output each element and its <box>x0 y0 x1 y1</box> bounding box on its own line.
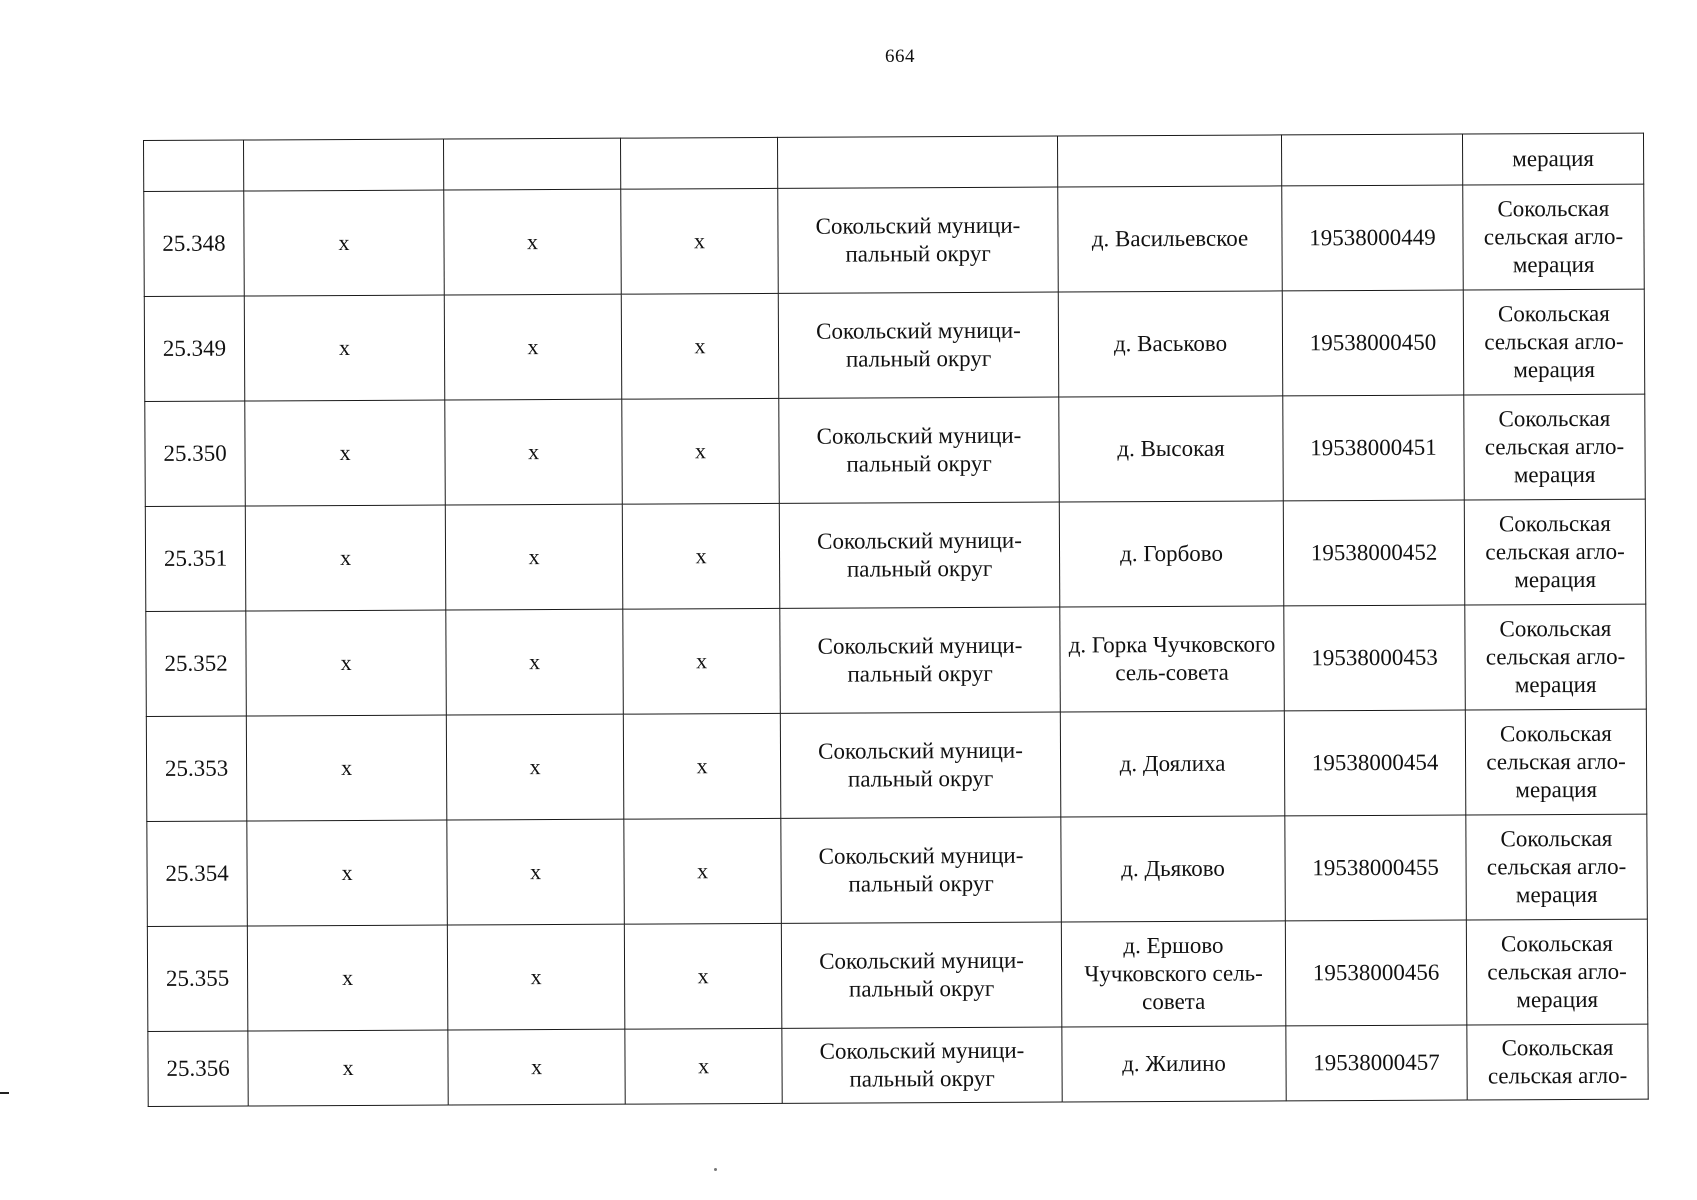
margin-mark <box>0 1092 9 1094</box>
district-cell: Сокольский муници-пальный округ <box>782 1027 1062 1103</box>
settlement-cell: д. Жилино <box>1062 1026 1286 1102</box>
agglomeration-cell: Сокольская сельская агло-мерация <box>1464 499 1646 605</box>
table-cell <box>244 139 444 191</box>
cell-x: x <box>247 820 448 926</box>
cell-x: x <box>444 294 622 400</box>
district-cell: Сокольский муници-пальный округ <box>778 292 1059 398</box>
district-cell: Сокольский муници-пальный округ <box>779 502 1060 608</box>
cell-x: x <box>446 714 624 820</box>
code-cell: 19538000456 <box>1285 920 1467 1026</box>
cell-x: x <box>623 608 781 714</box>
table-row-continuation <box>144 133 1644 191</box>
table-row <box>145 499 1645 611</box>
settlement-cell: д. Ершово Чучковского сель-совета <box>1061 921 1286 1027</box>
table-row <box>147 814 1647 926</box>
settlement-cell: д. Высокая <box>1059 396 1284 502</box>
cell-x: x <box>446 609 624 715</box>
settlement-cell: д. Дьяково <box>1061 816 1286 922</box>
settlement-cell: д. Васильевское <box>1058 186 1283 292</box>
cell-x: x <box>622 503 780 609</box>
cell-x: x <box>621 188 779 294</box>
code-cell: 19538000450 <box>1282 290 1464 396</box>
cell-x: x <box>625 1028 782 1104</box>
agglomeration-cell: Сокольская сельская агло-мерация <box>1463 289 1645 395</box>
district-cell: Сокольский муници-пальный округ <box>781 817 1062 923</box>
settlement-cell: д. Горка Чучковского сель-совета <box>1060 606 1285 712</box>
code-cell: 19538000454 <box>1284 710 1466 816</box>
table-cell <box>443 138 620 190</box>
cell-x: x <box>445 504 623 610</box>
cell-x: x <box>622 398 780 504</box>
agglomeration-cell: Сокольская сельская агло-мерация <box>1464 394 1646 500</box>
cell-x: x <box>624 923 782 1029</box>
row-number: 25.350 <box>145 401 246 506</box>
table-row <box>147 919 1647 1031</box>
row-number: 25.349 <box>144 296 245 401</box>
agglomeration-cell: Сокольская сельская агло-мерация <box>1466 919 1648 1025</box>
code-cell: 19538000452 <box>1283 500 1465 606</box>
table-row <box>148 1024 1648 1106</box>
table-row <box>144 184 1644 296</box>
district-cell: Сокольский муници-пальный округ <box>780 712 1061 818</box>
agglomeration-cell: Сокольская сельская агло-мерация <box>1463 184 1645 290</box>
settlements-table <box>143 133 1649 1107</box>
scan-speck <box>714 1168 717 1171</box>
cell-x: x <box>247 925 448 1031</box>
district-cell: Сокольский муници-пальный округ <box>778 187 1059 293</box>
table-row <box>146 604 1646 716</box>
district-cell: Сокольский муници-пальный округ <box>781 922 1062 1028</box>
cell-x: x <box>248 1030 448 1106</box>
cell-x: x <box>621 293 779 399</box>
agglomeration-cell: Сокольская сельская агло- <box>1467 1024 1648 1100</box>
row-number: 25.354 <box>147 821 248 926</box>
code-cell: 19538000455 <box>1285 815 1467 921</box>
table-cell <box>144 140 244 191</box>
cell-x: x <box>246 715 447 821</box>
settlement-cell: д. Доялиха <box>1060 711 1285 817</box>
agglomeration-cell: Сокольская сельская агло-мерация <box>1466 814 1648 920</box>
cell-x: x <box>447 924 625 1030</box>
row-number: 25.353 <box>146 716 247 821</box>
district-cell: Сокольский муници-пальный округ <box>779 397 1060 503</box>
code-cell: 19538000449 <box>1282 185 1464 291</box>
row-number: 25.356 <box>148 1031 248 1106</box>
table-cell: мерация <box>1462 133 1643 185</box>
cell-x: x <box>624 818 782 924</box>
table-row <box>146 709 1646 821</box>
cell-x: x <box>244 295 445 401</box>
row-number: 25.352 <box>146 611 247 716</box>
agglomeration-cell: Сокольская сельская агло-мерация <box>1465 709 1647 815</box>
cell-x: x <box>447 819 625 925</box>
code-cell: 19538000457 <box>1286 1025 1467 1101</box>
settlement-cell: д. Васьково <box>1058 291 1283 397</box>
cell-x: x <box>245 400 446 506</box>
table-row <box>144 289 1644 401</box>
cell-x: x <box>445 399 623 505</box>
row-number: 25.351 <box>145 506 246 611</box>
table-cell <box>620 137 777 189</box>
row-number: 25.355 <box>147 926 248 1031</box>
row-number: 25.348 <box>144 191 245 296</box>
cell-x: x <box>623 713 781 819</box>
table-cell <box>1057 135 1281 187</box>
agglomeration-cell: Сокольская сельская агло-мерация <box>1465 604 1647 710</box>
settlement-cell: д. Горбово <box>1059 501 1284 607</box>
cell-x: x <box>448 1029 625 1105</box>
cell-x: x <box>246 610 447 716</box>
table-cell <box>777 136 1057 188</box>
table-body <box>144 133 1649 1106</box>
table-cell <box>1281 134 1462 186</box>
page-number: 664 <box>885 46 915 67</box>
cell-x: x <box>245 505 446 611</box>
table-row <box>145 394 1645 506</box>
district-cell: Сокольский муници-пальный округ <box>780 607 1061 713</box>
cell-x: x <box>444 189 622 295</box>
code-cell: 19538000451 <box>1283 395 1465 501</box>
code-cell: 19538000453 <box>1284 605 1466 711</box>
cell-x: x <box>244 190 445 296</box>
